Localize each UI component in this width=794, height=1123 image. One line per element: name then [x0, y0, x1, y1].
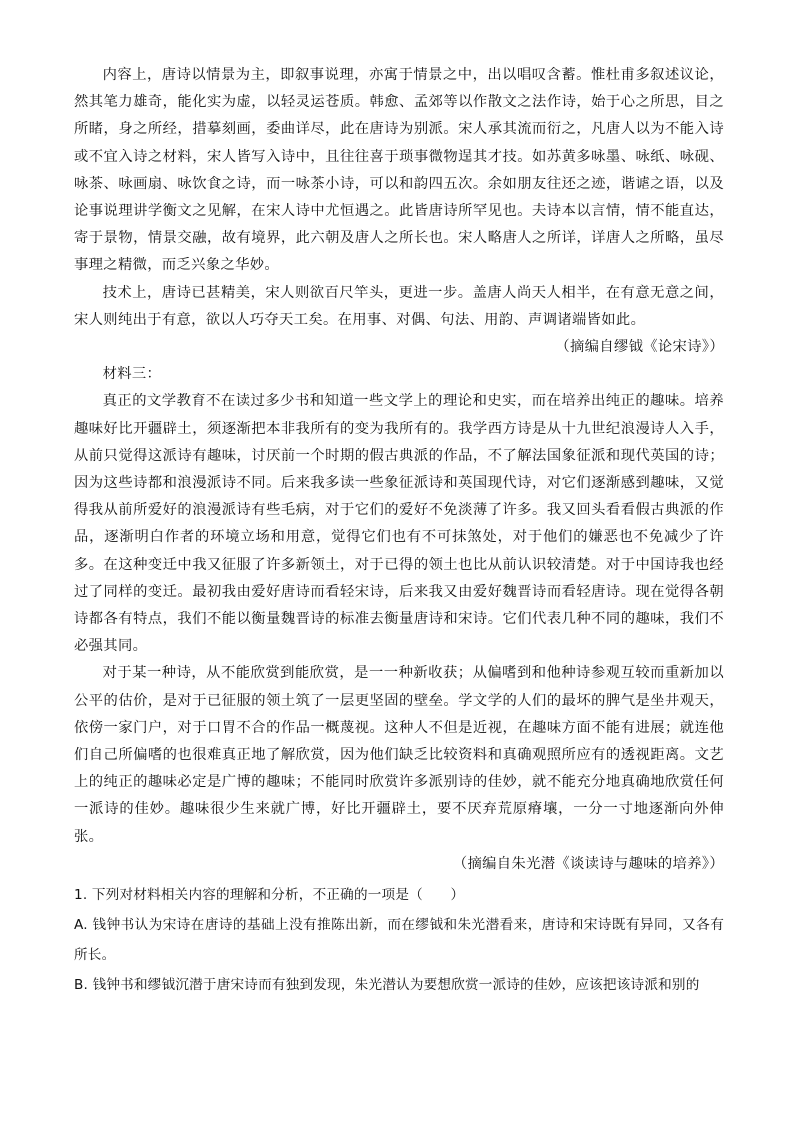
option-b: B. 钱钟书和缪钺沉潜于唐宋诗而有独到发现，朱光潜认为要想欣赏一派诗的佳妙，应该把该诗派和别的	[74, 977, 700, 994]
question-one	[74, 880, 724, 1000]
material-three-label: 材料三：	[102, 366, 162, 383]
option-a: A. 钱钟书认为宋诗在唐诗的基础上没有推陈出新，而在缪钺和朱光潜看来，唐诗和宋诗既有异同，又各有所长。	[74, 917, 724, 964]
material-three-source: （摘编自朱光潜《谈读诗与趣味的培养》）	[452, 855, 724, 872]
document-page	[74, 62, 724, 1000]
question-stem: 1. 下列对材料相关内容的理解和分析，不正确的一项是（ ）	[74, 887, 465, 904]
material-two-source: （摘编自缪钺《论宋诗》）	[555, 339, 724, 356]
material-three-section	[74, 361, 724, 878]
material-three-paragraph-2: 对于某一种诗，从不能欣赏到能欣赏，是一一种新收获；从偏嗜到和他种诗参观互较而重新加以公平的估价，是对于已征服的领土筑了一层更坚固的壁垒。学文学的人们的最坏的脾气是坐井观天，依傍一家门户，对于口胃不合的作品一概蔑视。这种人不但是近视，在趣味方面不能有进展；就连他们自己所偏嗜的也很难真正地了解欣赏，因为他们缺乏比较资料和真确观照所应有的透视距离。文艺上的纯正的趣味必定是广博的趣味；不能同时欣赏许多派别诗的佳妙，就不能充分地真确地欣赏任何一派诗的佳妙。趣味很少生来就广博，好比开疆辟土，要不厌弃荒原瘠壤，一分一寸地逐渐向外伸张。	[74, 665, 724, 845]
material-two-paragraph-technique: 技术上，唐诗已甚精美，宋人则欲百尺竿头，更进一步。盖唐人尚天人相半，在有意无意之间，宋人则纯出于有意，欲以人巧夺天工矣。在用事、对偶、句法、用韵、声调诸端皆如此。	[74, 284, 724, 328]
material-two-section	[74, 62, 724, 361]
material-two-paragraph-content: 内容上，唐诗以情景为主，即叙事说理，亦寓于情景之中，出以唱叹含蓄。惟杜甫多叙述议论，然其笔力雄奇，能化实为虚，以轻灵运苍质。韩愈、孟郊等以作散文之法作诗，始于心之所思，目之所睹，身之所经，措摹刻画，委曲详尽，此在唐诗为别派。宋人承其流而衍之，凡唐人以为不能入诗或不宜入诗之材料，宋人皆写入诗中，且往往喜于琐事微物逞其才技。如苏黄多咏墨、咏纸、咏砚、咏茶、咏画扇、咏饮食之诗，而一咏茶小诗，可以和韵四五次。余如朋友往还之迹，谐谑之语，以及论事说理讲学衡文之见解，在宋人诗中尤恒遇之。此皆唐诗所罕见也。夫诗本以言情，情不能直达，寄于景物，情景交融，故有境界，此六朝及唐人之所长也。宋人略唐人之所详，详唐人之所略，虽尽事理之精微，而乏兴象之华妙。	[74, 67, 724, 274]
material-three-paragraph-1: 真正的文学教育不在读过多少书和知道一些文学上的理论和史实，而在培养出纯正的趣味。培养趣味好比开疆辟土，须逐渐把本非我所有的变为我所有的。我学西方诗是从十九世纪浪漫诗人入手，从前只觉得这派诗有趣味，讨厌前一个时期的假古典派的作品，不了解法国象征派和现代英国的诗；因为这些诗都和浪漫派诗不同。后来我多读一些象征派诗和英国现代诗，对它们逐渐感到趣味，又觉得我从前所爱好的浪漫派诗有些毛病，对于它们的爱好不免淡薄了许多。我又回头看看假古典派的作品，逐渐明白作者的环境立场和用意，觉得它们也有不可抹煞处，对于他们的嫌恶也不免减少了许多。在这种变迁中我又征服了许多新领土，对于已得的领土也比从前认识较清楚。对于中国诗我也经过了同样的变迁。最初我由爱好唐诗而看轻宋诗，后来我又由爱好魏晋诗而看轻唐诗。现在觉得各朝诗都各有特点，我们不能以衡量魏晋诗的标准去衡量唐诗和宋诗。它们代表几种不同的趣味，我们不必强其同。	[74, 393, 724, 655]
